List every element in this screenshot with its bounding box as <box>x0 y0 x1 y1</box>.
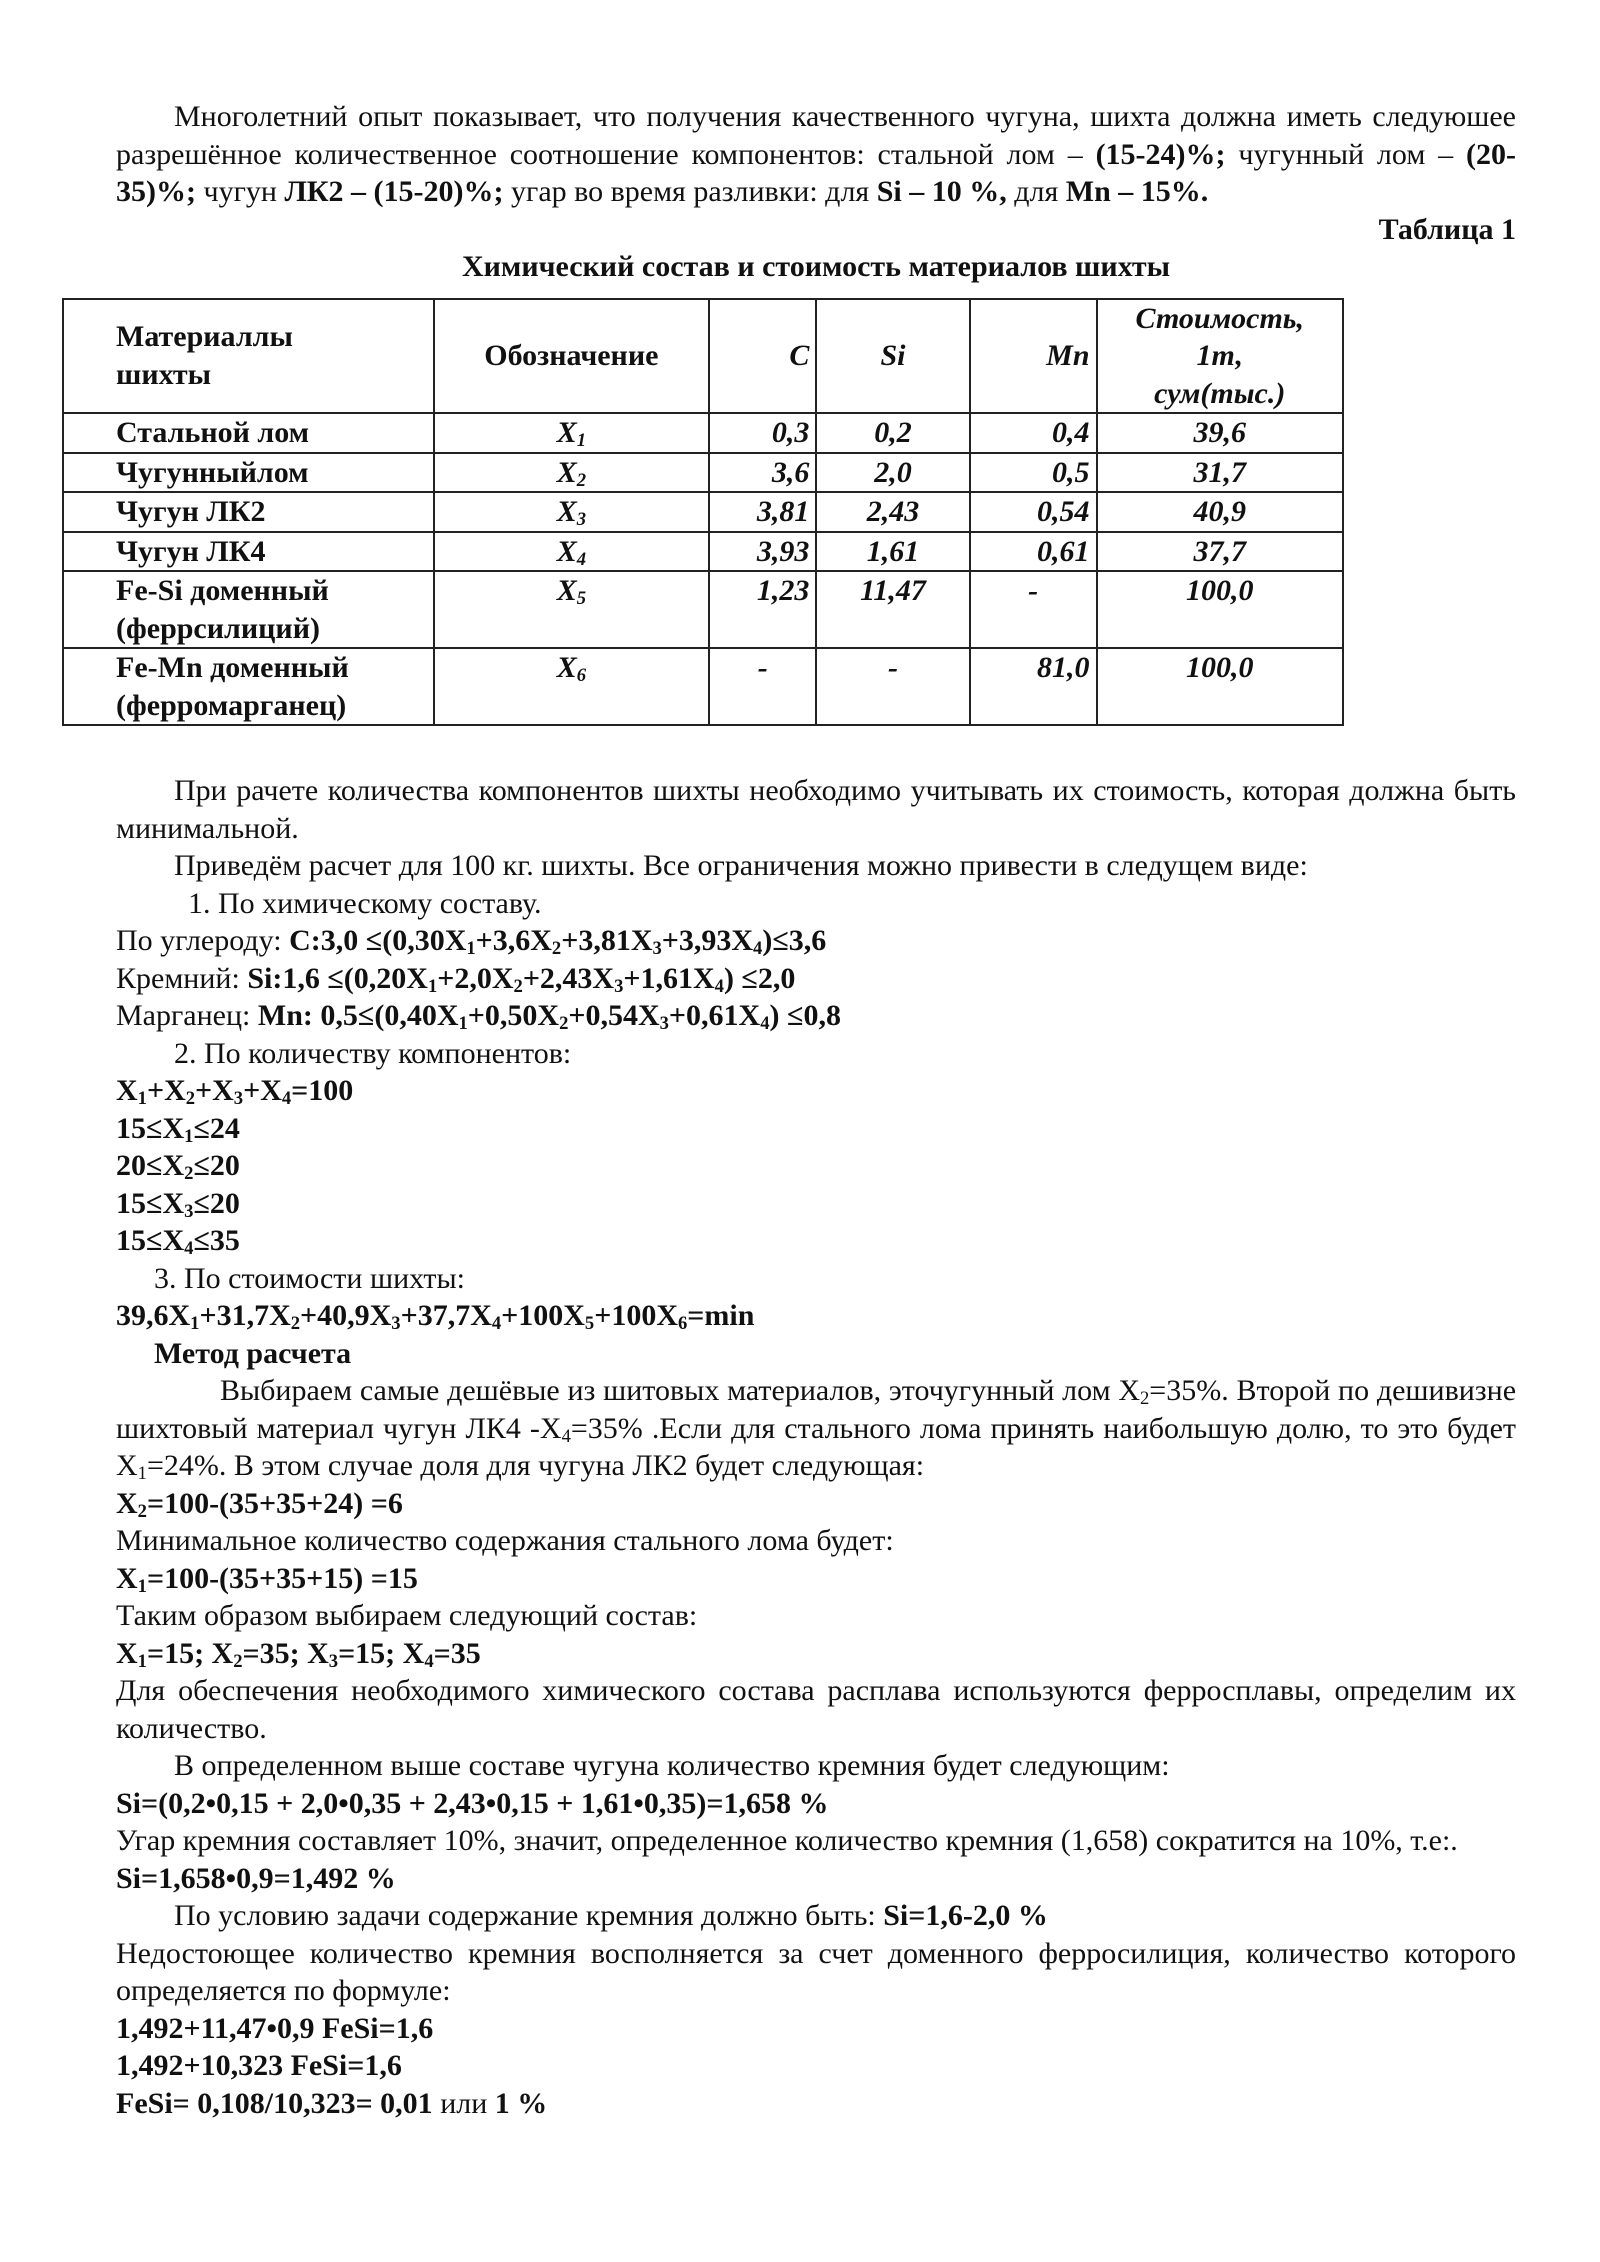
header-cost: Стоимость, 1т, сум(тыс.) <box>1097 299 1343 414</box>
bound-x1: $15\le X_1\le 24$ <box>116 1111 240 1147</box>
x1-equation: $X_1=100-(35+35+15) =15$ <box>116 1561 418 1597</box>
cell-mn: 0,54 <box>970 492 1097 532</box>
cell-si: 2,0 <box>816 453 969 493</box>
table-row <box>63 413 1343 453</box>
table-title: Химический состав и стоимость материалов шихты <box>461 250 1171 283</box>
carbon-constraint: По углероду: C:3,0 $\le(0,30X_1+3,6X_2+3,81X_3+3,93X_4)\le 3,6$ <box>116 924 827 960</box>
section-chem: 1. По химическому составу. <box>188 886 542 920</box>
bound-x4: $15\le X_4\le 35$ <box>116 1224 240 1260</box>
cost-paragraph: При рачете количества компонентов шихты необходимо учитывать их стоимость, которая должна быть минимальной. <box>116 774 1516 845</box>
cell-material: Чугун ЛК4 <box>63 532 434 572</box>
cell-designation: $X_2$ <box>434 453 710 493</box>
table-row <box>63 492 1343 532</box>
method-paragraph: Выбираем самые дешёвые из шитовых материалов, эточугунный лом $Х_2=35\%$. Второй по дешивизне шихтовый материал чугун ЛК4 $-Х_4=35\%$ .Если для стального лома принять наибольшую долю, то это будет $Х_1=24\%$. В этом случае доля для чугуна ЛК2 будет следующая: <box>116 1374 1517 1485</box>
lack-paragraph: Недостоющее количество кремния восполняется за счет доменного ферросилиция, количество которого определяется по формуле: <box>116 1936 1516 2007</box>
si-equation: Si=(0,2•0,15 + 2,0•0,35 + 2,43•0,15 + 1,61•0,35)=1,658 % <box>116 1786 829 1820</box>
cell-material: Fe-Si доменный (феррсилиций) <box>63 571 434 648</box>
table-label: Таблица 1 <box>1378 212 1516 246</box>
cell-cost: 100,0 <box>1097 571 1343 648</box>
bound-x2: $20\le X_2\le 20$ <box>116 1149 240 1185</box>
cell-c: 3,81 <box>709 492 816 532</box>
cell-designation: $X_3$ <box>434 492 710 532</box>
header-c: C <box>709 299 816 414</box>
silicon-constraint: Кремний: Si:1,6 $\le(0,20X_1+2,0X_2+2,43X_3+1,61X_4) \le 2,0$ <box>116 961 796 997</box>
cell-si: 1,61 <box>816 532 969 572</box>
cell-designation: $X_6$ <box>434 648 710 725</box>
composition-table-wrap <box>62 298 1516 727</box>
calc-intro: Приведём расчет для 100 кг. шихты. Все ограничения можно привести в следущем виде: <box>174 849 1308 882</box>
cell-si: 2,43 <box>816 492 969 532</box>
header-mn: Mn <box>970 299 1097 414</box>
bound-x3: $15\le X_3\le 20$ <box>116 1186 240 1222</box>
table-row <box>63 648 1343 725</box>
choose-text: Таким образом выбираем следующий состав: <box>116 1599 698 1632</box>
cell-c: 3,93 <box>709 532 816 572</box>
section-quantity: 2. По количеству компонентов: <box>174 1036 572 1070</box>
cell-si: 0,2 <box>816 413 969 453</box>
cell-si: 11,47 <box>816 571 969 648</box>
cell-cost: 37,7 <box>1097 532 1343 572</box>
si-amount-text: В определенном выше составе чугуна количество кремния будет следующим: <box>174 1749 1170 1782</box>
cell-cost: 40,9 <box>1097 492 1343 532</box>
x2-equation: $X_2=100-(35+35+24) =6$ <box>116 1486 403 1522</box>
formula-3: FeSi= 0,108/10,323= 0,01 или 1 % <box>116 2086 548 2120</box>
cell-mn: 0,61 <box>970 532 1097 572</box>
method-heading: Метод расчета <box>154 1336 352 1370</box>
cell-cost: 31,7 <box>1097 453 1343 493</box>
cell-material: Чугун ЛК2 <box>63 492 434 532</box>
cell-material: Чугунныйлом <box>63 453 434 493</box>
cell-mn: 0,5 <box>970 453 1097 493</box>
composition-table <box>62 298 1344 727</box>
header-material: Материаллы шихты <box>63 299 434 414</box>
condition-text: По условию задачи содержание кремния должно быть: Si=1,6-2,0 % <box>174 1899 1048 1932</box>
cell-mn: 0,4 <box>970 413 1097 453</box>
table-row <box>63 532 1343 572</box>
manganese-constraint: Марганец: Mn: $0,5\le(0,40X_1+0,50X_2+0,54X_3+0,61X_4) \le 0,8$ <box>116 999 841 1035</box>
ferro-paragraph: Для обеспечения необходимого химического состава расплава используются ферросплавы, определим их количество. <box>116 1674 1516 1745</box>
burn-paragraph: Угар кремния составляет 10%, значит, определенное количество кремния (1,658) сократится на 10%, т.е:. <box>116 1824 1458 1857</box>
min-steel-text: Минимальное количество содержания стального лома будет: <box>116 1524 894 1557</box>
cell-c: - <box>709 648 816 725</box>
header-si: Si <box>816 299 969 414</box>
table-row <box>63 571 1343 648</box>
cost-function: $39,6X_1+31,7X_2+40,9X_3+37,7X_4+100X_5+100X_6=\min$ <box>116 1299 755 1335</box>
cell-c: 3,6 <box>709 453 816 493</box>
cell-cost: 100,0 <box>1097 648 1343 725</box>
cell-designation: $X_4$ <box>434 532 710 572</box>
cell-c: 0,3 <box>709 413 816 453</box>
cell-mn: 81,0 <box>970 648 1097 725</box>
cell-cost: 39,6 <box>1097 413 1343 453</box>
formula-2: 1,492+10,323 FeSi=1,6 <box>116 2049 402 2082</box>
sum-equation: $X_1+X_2+X_3+X_4=100$ <box>116 1074 354 1110</box>
table-row <box>63 453 1343 493</box>
cell-material: Стальной лом <box>63 413 434 453</box>
formula-1: 1,492+11,47•0,9 FeSi=1,6 <box>116 2011 434 2045</box>
cell-si: - <box>816 648 969 725</box>
header-designation: Обозначение <box>434 299 710 414</box>
si-equation-2: Si=1,658•0,9=1,492 % <box>116 1861 396 1895</box>
cell-c: 1,23 <box>709 571 816 648</box>
intro-paragraph: Многолетний опыт показывает, что получения качественного чугуна, шихта должна иметь следуюшее разрешённое количественное соотношение компонентов: стальной лом – (15-24)%; чугунный лом – (20-35)%; чугун ЛК2 – (15-20)%; угар во время разливки: для Si – 10 %, для Mn – 15%. <box>116 100 1516 208</box>
table-header-row <box>63 299 1343 414</box>
cell-designation: $X_5$ <box>434 571 710 648</box>
cell-mn: - <box>970 571 1097 648</box>
cell-designation: $X_1$ <box>434 413 710 453</box>
chosen-composition: $X_1=15$; $X_2=35$; $X_3=15$; $X_4=35$ <box>116 1636 481 1672</box>
section-cost: 3. По стоимости шихты: <box>154 1261 465 1295</box>
cell-material: Fe-Mn доменный (ферромарганец) <box>63 648 434 725</box>
